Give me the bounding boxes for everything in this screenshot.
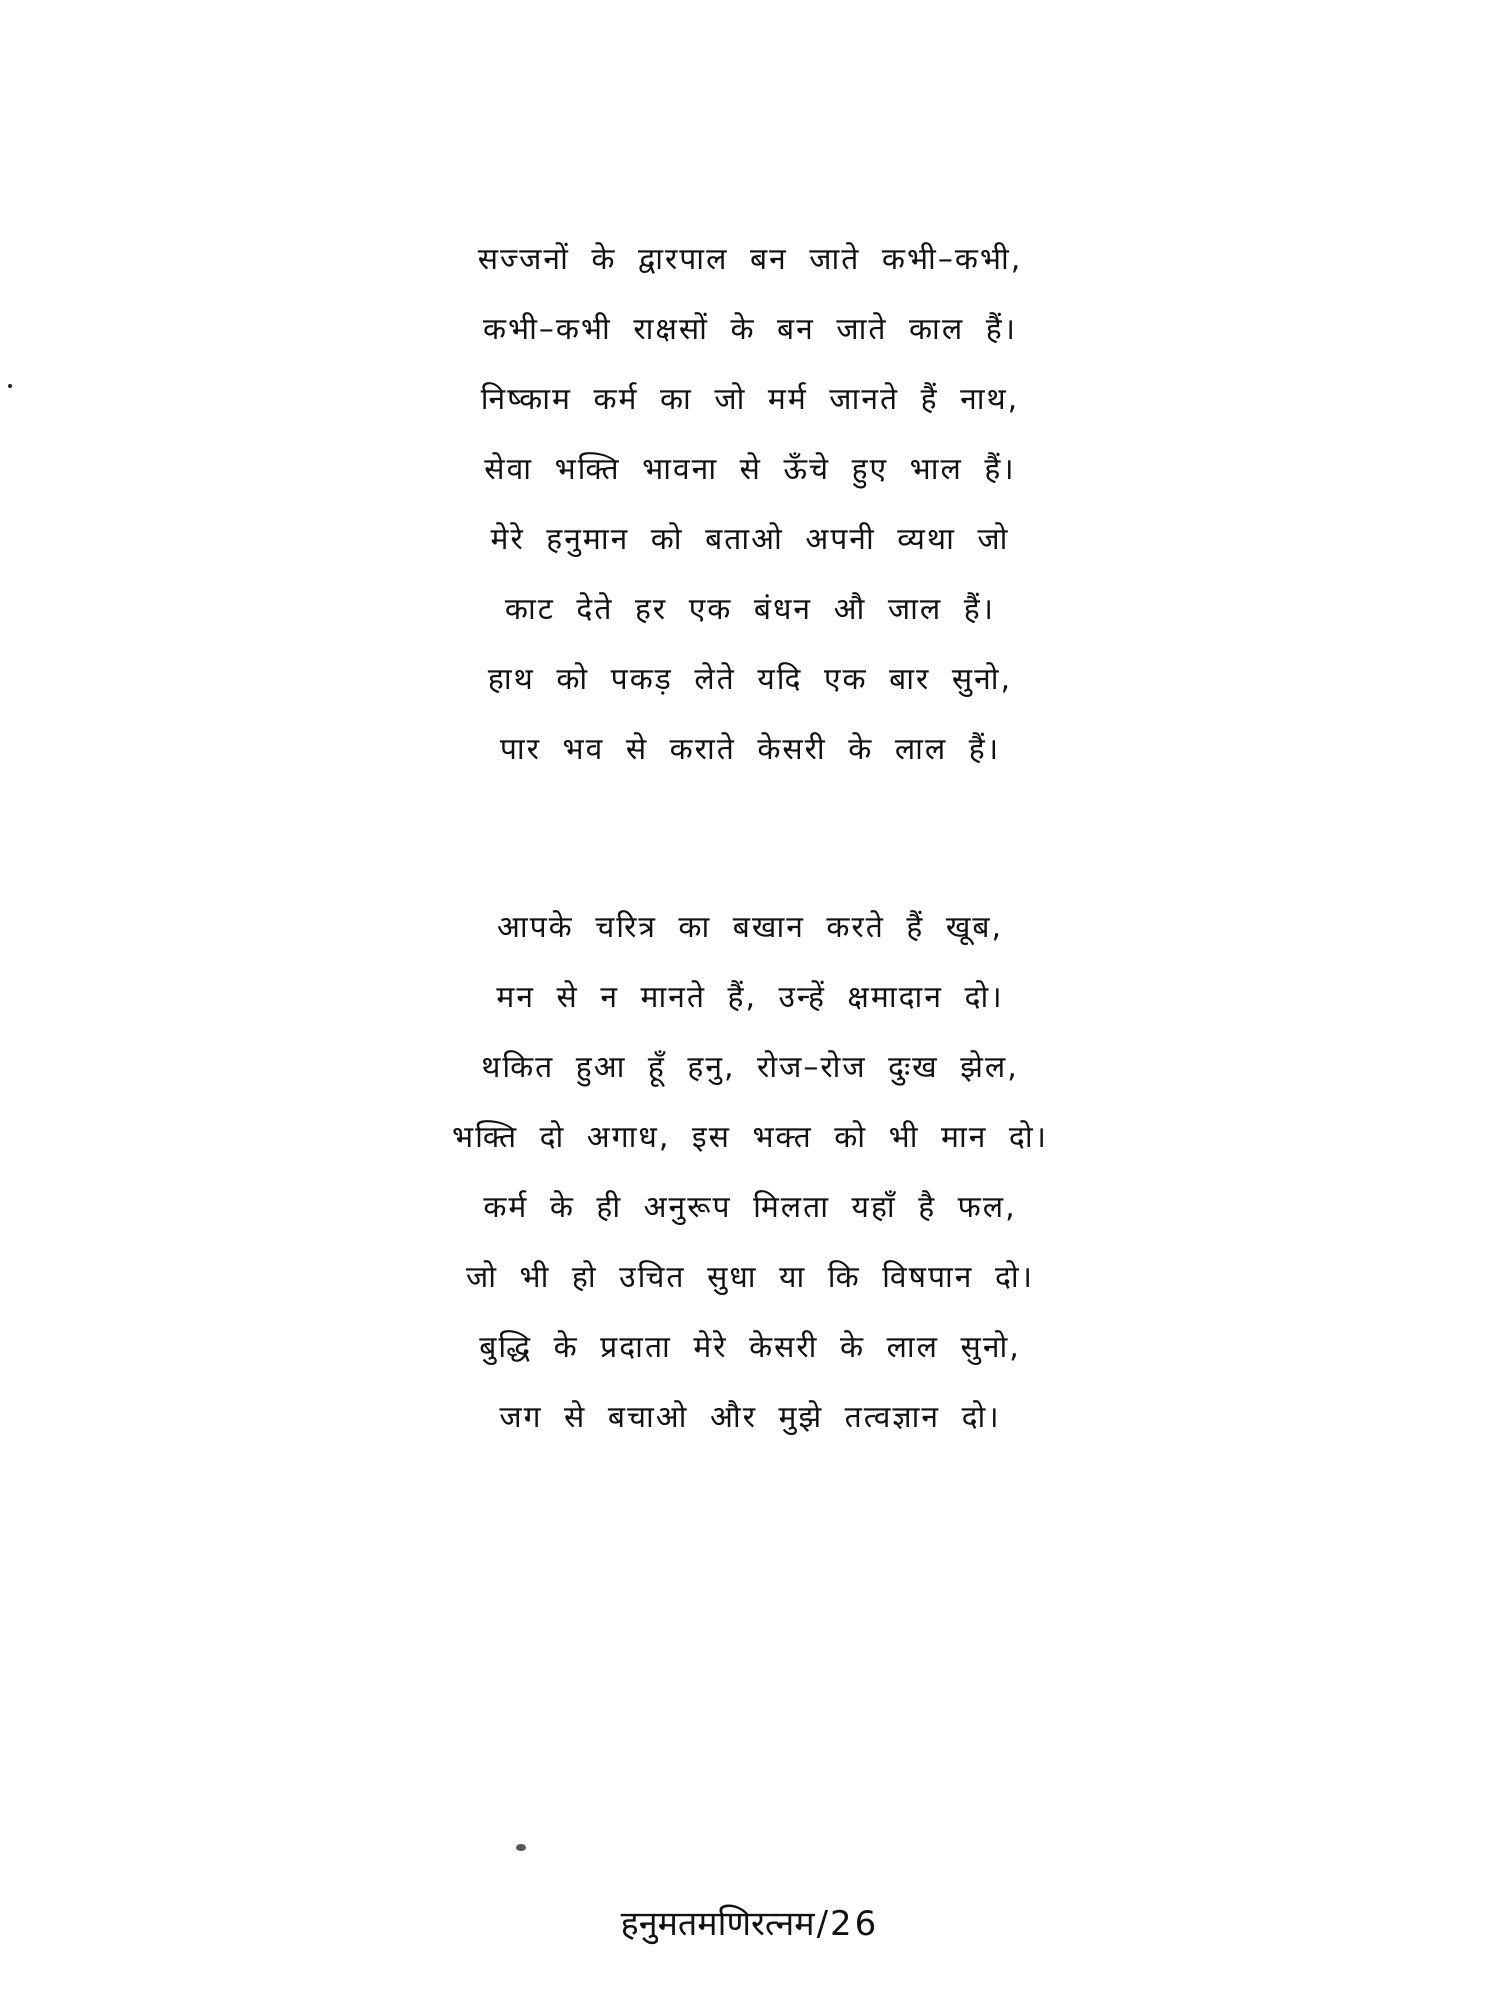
verse-line: सेवा भक्ति भावना से ऊँचे हुए भाल हैं। <box>484 452 1016 487</box>
verse-line: कभी–कभी राक्षसों के बन जाते काल हैं। <box>482 312 1018 347</box>
verse-line: निष्काम कर्म का जो मर्म जानते हैं नाथ, <box>480 382 1020 417</box>
page-footer <box>0 1902 1500 1946</box>
verse-line: भक्ति दो अगाध, इस भक्त को भी मान दो। <box>452 1120 1048 1155</box>
verse-line: काट देते हर एक बंधन औ जाल हैं। <box>504 592 996 627</box>
page-number: 26 <box>830 1904 880 1944</box>
verse-line: कर्म के ही अनुरूप मिलता यहाँ है फल, <box>483 1190 1017 1225</box>
verse-line: आपके चरित्र का बखान करते हैं खूब, <box>496 910 1004 945</box>
stanza-1 <box>0 225 1500 785</box>
verse-line: मन से न मानते हैं, उन्हें क्षमादान दो। <box>496 980 1004 1015</box>
book-title: हनुमतमणिरत्नम <box>620 1904 815 1944</box>
verse-line: जो भी हो उचित सुधा या कि विषपान दो। <box>465 1260 1035 1295</box>
verse-line: मेरे हनुमान को बताओ अपनी व्यथा जो <box>490 522 1010 557</box>
verse-line: सज्जनों के द्वारपाल बन जाते कभी–कभी, <box>477 242 1023 277</box>
verse-line: पार भव से कराते केसरी के लाल हैं। <box>499 732 1001 767</box>
scan-speck <box>8 384 12 388</box>
footer-separator: / <box>816 1904 829 1944</box>
verse-line: हाथ को पकड़ लेते यदि एक बार सुनो, <box>487 662 1013 697</box>
verse-line: बुद्धि के प्रदाता मेरे केसरी के लाल सुनो, <box>479 1330 1021 1365</box>
stanza-2 <box>0 893 1500 1453</box>
verse-line: जग से बचाओ और मुझे तत्वज्ञान दो। <box>499 1400 1001 1435</box>
verse-line: थकित हुआ हूँ हनु, रोज–रोज दुःख झेल, <box>481 1050 1019 1085</box>
scan-speck <box>516 1844 526 1851</box>
